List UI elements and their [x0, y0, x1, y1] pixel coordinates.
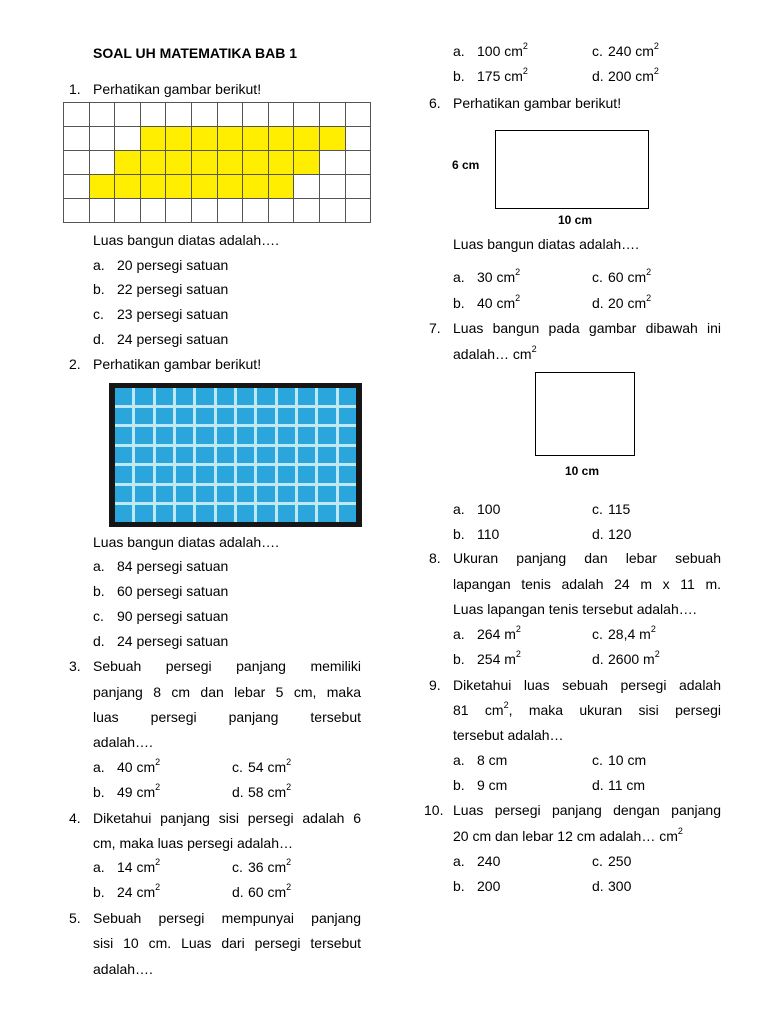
tile-cell [115, 388, 132, 405]
grid-cell-empty [243, 103, 269, 127]
tile-cell [257, 427, 274, 444]
q2-option-d-letter: d. [93, 633, 105, 649]
tile-cell [298, 447, 315, 464]
grid-cell-empty [89, 127, 115, 151]
tile-cell [196, 388, 213, 405]
tile-cell [196, 447, 213, 464]
tile-cell [278, 466, 295, 483]
q6-width-label: 10 cm [558, 213, 593, 227]
q8-line-1: Ukuran panjang dan lebar sebuah [453, 550, 721, 566]
q10-line-2: 20 cm dan lebar 12 cm adalah… $cm^2$ [453, 826, 683, 844]
q3-number: 3. [69, 658, 81, 674]
q1-option-c-letter: c. [93, 306, 104, 322]
q4-option-a-letter: a. [93, 859, 105, 875]
q5-option-d: 200 $cm^2$ [608, 66, 659, 84]
tile-cell [339, 447, 356, 464]
q4-option-b: 24 $cm^2$ [117, 882, 161, 900]
q5-line-3: adalah…. [93, 961, 153, 977]
q2-option-b: 60 persegi satuan [117, 583, 229, 599]
tile-cell [318, 486, 335, 503]
grid-cell-filled [166, 151, 192, 175]
tile-cell [257, 408, 274, 425]
q8-option-a: 264 $m^2$ [477, 624, 521, 642]
q2-number: 2. [69, 356, 81, 372]
q9-option-d: 11 cm [608, 777, 646, 793]
tile-cell [278, 408, 295, 425]
q7-option-b-letter: b. [453, 526, 465, 542]
q3-line-4: adalah…. [93, 734, 153, 750]
q9-option-a-letter: a. [453, 752, 465, 768]
grid-cell-empty [268, 103, 294, 127]
q3-option-b: 49 $cm^2$ [117, 782, 161, 800]
grid-cell-empty [64, 127, 90, 151]
tile-cell [339, 427, 356, 444]
tile-cell [176, 486, 193, 503]
q5-option-a: 100 $cm^2$ [477, 41, 528, 59]
q4-option-c: 36 $cm^2$ [248, 857, 292, 875]
q3-option-d: 58 $cm^2$ [248, 782, 292, 800]
grid-cell-empty [319, 151, 345, 175]
q6-option-d-letter: d. [592, 295, 604, 311]
tile-cell [115, 505, 132, 522]
grid-cell-empty [89, 103, 115, 127]
tile-cell [298, 466, 315, 483]
grid-cell-filled [319, 127, 345, 151]
tile-cell [237, 466, 254, 483]
grid-cell-empty [217, 103, 243, 127]
grid-cell-filled [115, 151, 141, 175]
grid-cell-filled [89, 175, 115, 199]
q7-square-figure [535, 372, 635, 456]
tile-cell [115, 486, 132, 503]
q5-option-c-letter: c. [592, 43, 603, 59]
tile-cell [318, 427, 335, 444]
tile-cell [135, 486, 152, 503]
q10-option-d-letter: d. [592, 878, 604, 894]
tile-cell [298, 427, 315, 444]
tile-cell [156, 486, 173, 503]
q5-line-1: Sebuah persegi mempunyai panjang [93, 910, 361, 926]
q10-option-a: 240 [477, 853, 501, 869]
q8-option-c-letter: c. [592, 626, 603, 642]
q1-option-a-letter: a. [93, 257, 105, 273]
q6-height-label: 6 cm [452, 158, 480, 172]
tile-cell [217, 447, 234, 464]
q4-option-b-letter: b. [93, 884, 105, 900]
q1-option-c: 23 persegi satuan [117, 306, 229, 322]
q8-line-3: Luas lapangan tenis tersebut adalah…. [453, 601, 697, 617]
q3-option-b-letter: b. [93, 784, 105, 800]
tile-cell [257, 447, 274, 464]
q8-number: 8. [429, 550, 441, 566]
tile-cell [217, 388, 234, 405]
tile-cell [196, 427, 213, 444]
tile-cell [278, 447, 295, 464]
grid-cell-empty [115, 103, 141, 127]
q9-line-3: tersebut adalah… [453, 727, 564, 743]
tile-cell [115, 427, 132, 444]
grid-cell-empty [166, 199, 192, 223]
q8-option-b: 254 $m^2$ [477, 649, 521, 667]
tile-cell [217, 466, 234, 483]
grid-cell-empty [345, 199, 371, 223]
q2-option-c-letter: c. [93, 608, 104, 624]
q6-option-b-letter: b. [453, 295, 465, 311]
tile-cell [196, 486, 213, 503]
grid-cell-filled [115, 175, 141, 199]
q1-option-b: 22 persegi satuan [117, 281, 229, 297]
tile-cell [278, 388, 295, 405]
tile-cell [135, 447, 152, 464]
grid-cell-empty [64, 175, 90, 199]
tile-cell [237, 427, 254, 444]
tile-cell [298, 486, 315, 503]
q3-option-a-letter: a. [93, 759, 105, 775]
grid-cell-empty [268, 199, 294, 223]
grid-cell-empty [64, 103, 90, 127]
q7-option-a: 100 [477, 501, 501, 517]
tile-cell [217, 427, 234, 444]
tile-cell [176, 408, 193, 425]
q9-option-c-letter: c. [592, 752, 603, 768]
tile-cell [278, 505, 295, 522]
q3-option-a: 40 $cm^2$ [117, 757, 161, 775]
grid-cell-filled [140, 175, 166, 199]
q4-number: 4. [69, 810, 81, 826]
tile-cell [339, 505, 356, 522]
q1-unit-grid-figure [63, 102, 371, 223]
tile-cell [339, 466, 356, 483]
q4-option-a: 14 $cm^2$ [117, 857, 161, 875]
q5-line-2: sisi 10 cm. Luas dari persegi tersebut [93, 935, 361, 951]
q10-option-d: 300 [608, 878, 632, 894]
q8-line-2: lapangan tenis adalah 24 m x 11 m. [453, 576, 721, 592]
q8-option-d-letter: d. [592, 651, 604, 667]
tile-cell [176, 466, 193, 483]
grid-cell-filled [191, 175, 217, 199]
q6-question: Luas bangun diatas adalah…. [453, 236, 640, 252]
tile-cell [237, 505, 254, 522]
tile-cell [257, 486, 274, 503]
tile-cell [257, 505, 274, 522]
q9-number: 9. [429, 677, 441, 693]
q6-number: 6. [429, 95, 441, 111]
grid-cell-filled [140, 151, 166, 175]
tile-cell [318, 505, 335, 522]
grid-cell-empty [345, 103, 371, 127]
grid-cell-empty [345, 127, 371, 151]
tile-cell [237, 388, 254, 405]
tile-cell [196, 466, 213, 483]
tile-cell [196, 505, 213, 522]
grid-row [64, 127, 371, 151]
q6-option-a-letter: a. [453, 269, 465, 285]
tile-cell [318, 466, 335, 483]
tile-cell [278, 427, 295, 444]
tile-cell [237, 486, 254, 503]
q4-option-d-letter: d. [232, 884, 244, 900]
q2-tile-figure [109, 383, 362, 527]
grid-cell-empty [115, 127, 141, 151]
tile-cell [298, 408, 315, 425]
tile-cell [156, 408, 173, 425]
tile-cell [196, 408, 213, 425]
q5-option-c: 240 $cm^2$ [608, 41, 659, 59]
q4-line-2: cm, maka luas persegi adalah… [93, 835, 293, 851]
grid-cell-filled [166, 127, 192, 151]
grid-cell-filled [217, 127, 243, 151]
grid-cell-empty [319, 175, 345, 199]
q5-number: 5. [69, 910, 81, 926]
tile-cell [135, 466, 152, 483]
grid-cell-filled [268, 151, 294, 175]
q3-line-2: panjang 8 cm dan lebar 5 cm, maka [93, 684, 361, 700]
q5-option-d-letter: d. [592, 68, 604, 84]
q10-option-c-letter: c. [592, 853, 603, 869]
grid-row [64, 175, 371, 199]
grid-cell-filled [243, 127, 269, 151]
tile-cell [176, 447, 193, 464]
q8-option-b-letter: b. [453, 651, 465, 667]
q4-option-d: 60 $cm^2$ [248, 882, 292, 900]
q6-option-b: 40 $cm^2$ [477, 293, 521, 311]
q2-option-b-letter: b. [93, 583, 105, 599]
tile-cell [298, 505, 315, 522]
tile-cell [156, 388, 173, 405]
q7-line-1: Luas bangun pada gambar dibawah ini [453, 320, 721, 336]
tile-cell [156, 505, 173, 522]
tile-cell [156, 427, 173, 444]
q7-number: 7. [429, 320, 441, 336]
tile-cell [135, 505, 152, 522]
q1-option-a: 20 persegi satuan [117, 257, 229, 273]
q3-option-c-letter: c. [232, 759, 243, 775]
q5-option-b-letter: b. [453, 68, 465, 84]
q7-option-b: 110 [477, 526, 500, 542]
grid-cell-empty [319, 199, 345, 223]
q9-option-b-letter: b. [453, 777, 465, 793]
tile-cell [176, 388, 193, 405]
grid-cell-empty [64, 151, 90, 175]
grid-cell-filled [243, 151, 269, 175]
grid-cell-filled [166, 175, 192, 199]
q10-option-b-letter: b. [453, 878, 465, 894]
q2-option-a: 84 persegi satuan [117, 558, 229, 574]
q1-option-b-letter: b. [93, 281, 105, 297]
tile-cell [237, 408, 254, 425]
grid-cell-empty [64, 199, 90, 223]
tile-cell [115, 447, 132, 464]
q4-option-c-letter: c. [232, 859, 243, 875]
q9-option-c: 10 cm [608, 752, 647, 768]
q9-line-1: Diketahui luas sebuah persegi adalah [453, 677, 721, 693]
q10-line-1: Luas persegi panjang dengan panjang [453, 802, 721, 818]
q2-option-d: 24 persegi satuan [117, 633, 229, 649]
grid-cell-empty [345, 175, 371, 199]
q9-line-2: 81 $cm^2$, maka ukuran sisi persegi [453, 700, 721, 718]
q3-option-d-letter: d. [232, 784, 244, 800]
q2-option-a-letter: a. [93, 558, 105, 574]
q1-text: Perhatikan gambar berikut! [93, 81, 262, 97]
grid-row [64, 103, 371, 127]
tile-cell [318, 447, 335, 464]
tile-cell [156, 447, 173, 464]
q10-option-b: 200 [477, 878, 501, 894]
tile-cell [135, 388, 152, 405]
q8-option-a-letter: a. [453, 626, 465, 642]
q7-line-2: adalah… $cm^2$ [453, 344, 537, 362]
q10-number: 10. [424, 802, 444, 818]
q2-question: Luas bangun diatas adalah…. [93, 534, 280, 550]
grid-cell-empty [217, 199, 243, 223]
tile-cell [176, 505, 193, 522]
q6-option-d: 20 $cm^2$ [608, 293, 652, 311]
page-title: SOAL UH MATEMATIKA BAB 1 [93, 45, 298, 61]
q9-option-a: 8 cm [477, 752, 508, 768]
grid-cell-empty [140, 103, 166, 127]
grid-cell-filled [191, 127, 217, 151]
grid-cell-filled [243, 175, 269, 199]
tile-cell [115, 466, 132, 483]
q8-option-c: 28,4 $m^2$ [608, 624, 656, 642]
tile-cell [176, 427, 193, 444]
q3-option-c: 54 $cm^2$ [248, 757, 292, 775]
q4-line-1: Diketahui panjang sisi persegi adalah 6 [93, 810, 361, 826]
tile-cell [298, 388, 315, 405]
q2-text: Perhatikan gambar berikut! [93, 356, 262, 372]
q7-option-d: 120 [608, 526, 632, 542]
tile-cell [237, 447, 254, 464]
grid-cell-filled [217, 175, 243, 199]
tile-cell [318, 388, 335, 405]
tile-cell [217, 408, 234, 425]
q8-option-d: 2600 $m^2$ [608, 649, 660, 667]
q7-option-a-letter: a. [453, 501, 465, 517]
grid-cell-empty [89, 199, 115, 223]
q3-line-1: Sebuah persegi panjang memiliki [93, 658, 361, 674]
grid-cell-filled [140, 127, 166, 151]
tile-cell [318, 408, 335, 425]
q1-question: Luas bangun diatas adalah…. [93, 232, 280, 248]
grid-cell-empty [294, 175, 320, 199]
grid-cell-empty [191, 103, 217, 127]
grid-cell-empty [166, 103, 192, 127]
q6-option-a: 30 $cm^2$ [477, 267, 521, 285]
tile-cell [278, 486, 295, 503]
tile-cell [339, 486, 356, 503]
tile-cell [339, 388, 356, 405]
grid-cell-filled [294, 127, 320, 151]
q10-option-a-letter: a. [453, 853, 465, 869]
grid-row [64, 151, 371, 175]
grid-cell-empty [191, 199, 217, 223]
q7-option-d-letter: d. [592, 526, 604, 542]
tile-cell [339, 408, 356, 425]
q6-option-c: 60 $cm^2$ [608, 267, 652, 285]
grid-cell-empty [115, 199, 141, 223]
tile-cell [217, 486, 234, 503]
q9-option-d-letter: d. [592, 777, 604, 793]
tile-cell [115, 408, 132, 425]
q1-option-d-letter: d. [93, 331, 105, 347]
q6-option-c-letter: c. [592, 269, 603, 285]
grid-cell-empty [294, 199, 320, 223]
grid-cell-filled [294, 151, 320, 175]
grid-cell-empty [243, 199, 269, 223]
grid-cell-filled [268, 127, 294, 151]
q5-option-b: 175 $cm^2$ [477, 66, 528, 84]
q2-tile-grid [115, 388, 356, 522]
grid-cell-filled [268, 175, 294, 199]
tile-cell [217, 505, 234, 522]
tile-cell [135, 427, 152, 444]
grid-cell-empty [294, 103, 320, 127]
tile-cell [257, 388, 274, 405]
grid-cell-empty [89, 151, 115, 175]
q10-option-c: 250 [608, 853, 632, 869]
q2-option-c: 90 persegi satuan [117, 608, 229, 624]
q9-option-b: 9 cm [477, 777, 508, 793]
q1-option-d: 24 persegi satuan [117, 331, 229, 347]
q3-line-3: luas persegi panjang tersebut [93, 709, 361, 725]
q6-rectangle-figure [495, 130, 649, 209]
q1-number: 1. [69, 81, 81, 97]
tile-cell [156, 466, 173, 483]
tile-cell [135, 408, 152, 425]
tile-cell [257, 466, 274, 483]
grid-row [64, 199, 371, 223]
grid-cell-filled [191, 151, 217, 175]
grid-cell-filled [217, 151, 243, 175]
grid-cell-empty [140, 199, 166, 223]
q7-side-label: 10 cm [565, 464, 600, 478]
grid-cell-empty [319, 103, 345, 127]
q5-option-a-letter: a. [453, 43, 465, 59]
q6-text: Perhatikan gambar berikut! [453, 95, 622, 111]
q7-option-c-letter: c. [592, 501, 603, 517]
q7-option-c: 115 [608, 501, 631, 517]
grid-cell-empty [345, 151, 371, 175]
